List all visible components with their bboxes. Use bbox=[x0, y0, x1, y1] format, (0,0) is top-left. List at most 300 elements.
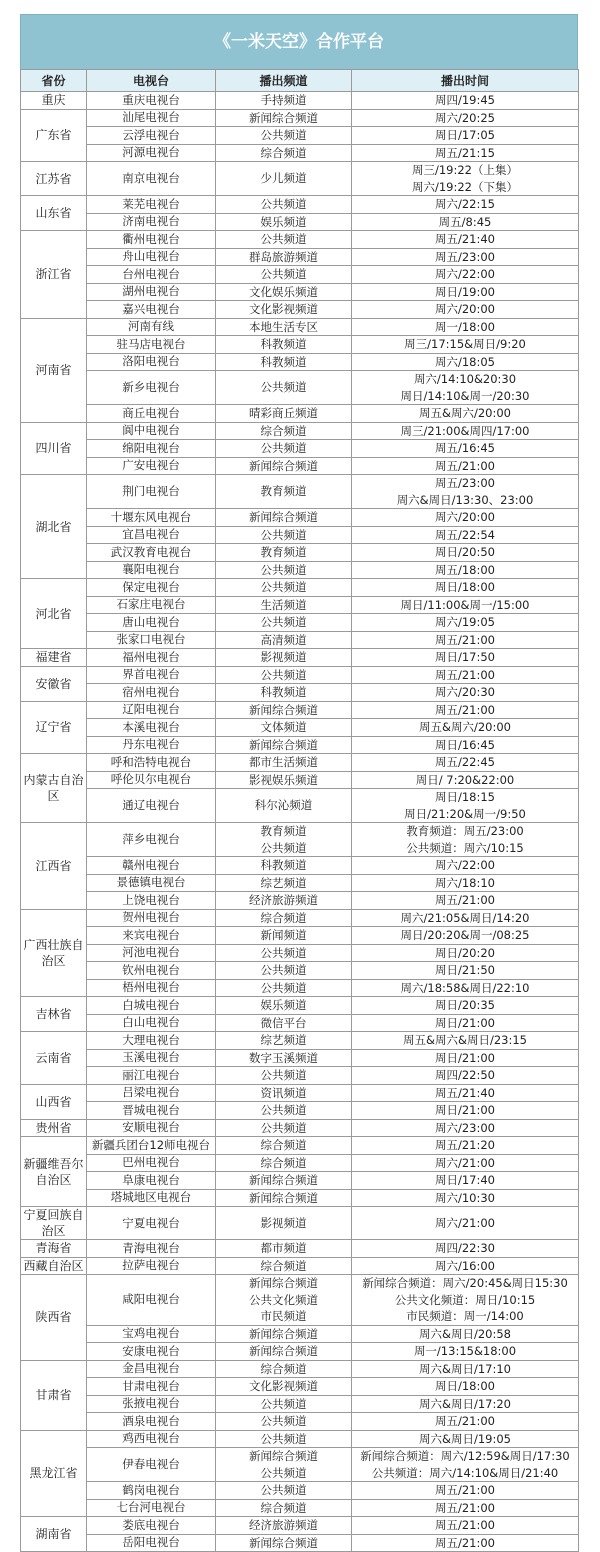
time-line: 周五/21:00 bbox=[434, 893, 495, 907]
channel-line: 新闻综合频道 bbox=[249, 1173, 318, 1187]
channel-line: 公共频道 bbox=[260, 1431, 307, 1446]
station-cell: 拉萨电视台 bbox=[87, 1257, 216, 1275]
time-line: 市民频道：周一/14:00 bbox=[406, 1309, 524, 1323]
station-cell: 洛阳电视台 bbox=[87, 353, 216, 371]
channel-cell bbox=[216, 1189, 352, 1207]
station-cell: 河源电视台 bbox=[87, 144, 216, 162]
channel-line: 群岛旅游频道 bbox=[249, 249, 318, 264]
time-cell bbox=[352, 526, 579, 544]
province-cell: 广西壮族自治区 bbox=[21, 909, 87, 997]
station-cell: 来宾电视台 bbox=[87, 927, 216, 945]
time-cell bbox=[352, 736, 579, 754]
channel-cell bbox=[216, 1032, 352, 1050]
time-line: 周五/21:00 bbox=[434, 1483, 495, 1497]
channel-cell bbox=[216, 301, 352, 319]
channel-cell bbox=[216, 789, 352, 823]
time-line: 周五/16:45 bbox=[434, 441, 495, 455]
time-cell bbox=[352, 1378, 579, 1396]
channel-cell bbox=[216, 1207, 352, 1240]
time-line: 周六/23:00 bbox=[434, 1120, 495, 1135]
channel-cell bbox=[216, 927, 352, 945]
page-title: 《一米天空》合作平台 bbox=[20, 14, 578, 69]
channel-line: 综合频道 bbox=[260, 910, 307, 925]
time-line: 周三/21:00&周四/17:00 bbox=[400, 423, 530, 438]
time-line: 周五/21:00 bbox=[434, 1535, 495, 1550]
channel-line: 资讯频道 bbox=[260, 1085, 307, 1100]
channel-line: 公共频道 bbox=[260, 232, 307, 246]
channel-line: 都市生活频道 bbox=[249, 755, 318, 769]
time-cell bbox=[352, 997, 579, 1015]
channel-line: 公共频道 bbox=[260, 963, 307, 977]
station-cell: 上饶电视台 bbox=[87, 892, 216, 910]
channel-cell bbox=[216, 1119, 352, 1137]
station-cell: 七台河电视台 bbox=[87, 1499, 216, 1517]
station-cell: 福州电视台 bbox=[87, 649, 216, 667]
channel-line: 公共频道 bbox=[260, 1103, 307, 1117]
time-cell bbox=[352, 1240, 579, 1258]
channel-cell bbox=[216, 1534, 352, 1552]
channel-cell bbox=[216, 979, 352, 997]
station-cell: 伊春电视台 bbox=[87, 1448, 216, 1482]
station-cell: 贺州电视台 bbox=[87, 909, 216, 927]
station-cell: 呼和浩特电视台 bbox=[87, 754, 216, 772]
table-row bbox=[21, 719, 579, 737]
time-cell bbox=[352, 109, 579, 127]
channel-line: 公共频道 bbox=[260, 667, 307, 682]
time-line: 周五&周六&周日/23:15 bbox=[403, 1033, 527, 1047]
channel-line: 综合频道 bbox=[260, 1361, 307, 1376]
station-cell: 咸阳电视台 bbox=[87, 1275, 216, 1326]
station-cell: 丽江电视台 bbox=[87, 1067, 216, 1085]
channel-line: 教育频道 bbox=[260, 545, 307, 559]
time-line: 周五/21:15 bbox=[434, 145, 495, 160]
table-row bbox=[21, 771, 579, 789]
time-cell bbox=[352, 509, 579, 527]
time-line: 周五/21:00 bbox=[434, 1518, 495, 1532]
time-line: 周四/22:50 bbox=[434, 1068, 495, 1082]
channel-cell bbox=[216, 1482, 352, 1500]
time-cell bbox=[352, 422, 579, 440]
channel-cell bbox=[216, 371, 352, 405]
channel-line: 综艺频道 bbox=[260, 875, 307, 890]
table-row bbox=[21, 1207, 579, 1240]
time-line: 周日/16:45 bbox=[434, 737, 495, 752]
channel-line: 公共频道 bbox=[260, 267, 307, 281]
station-cell: 鸡西电视台 bbox=[87, 1430, 216, 1448]
table-row bbox=[21, 1378, 579, 1396]
channel-line: 公共频道 bbox=[260, 1414, 307, 1428]
channel-cell bbox=[216, 213, 352, 231]
table-row bbox=[21, 1275, 579, 1326]
time-cell bbox=[352, 823, 579, 857]
table-row bbox=[21, 666, 579, 684]
time-line: 周日/18:00 bbox=[434, 580, 495, 594]
channel-line: 公共频道 bbox=[260, 1396, 307, 1411]
channel-cell bbox=[216, 509, 352, 527]
table-row bbox=[21, 1102, 579, 1120]
channel-line: 科教频道 bbox=[260, 354, 307, 369]
time-line: 周五&周六/20:00 bbox=[419, 720, 511, 734]
time-line: 周日/21:00 bbox=[434, 1050, 495, 1065]
channel-cell bbox=[216, 579, 352, 597]
province-cell: 内蒙古自治区 bbox=[21, 754, 87, 823]
station-cell: 河池电视台 bbox=[87, 944, 216, 962]
table-row bbox=[21, 561, 579, 579]
channel-cell bbox=[216, 266, 352, 284]
channel-line: 公共频道 bbox=[260, 980, 307, 995]
time-cell bbox=[352, 684, 579, 702]
province-cell: 江西省 bbox=[21, 823, 87, 910]
time-line: 周日/18:00 bbox=[434, 1379, 495, 1393]
table-row bbox=[21, 1517, 579, 1535]
station-cell: 晋城电视台 bbox=[87, 1102, 216, 1120]
time-cell bbox=[352, 631, 579, 649]
time-line: 周五/21:40 bbox=[434, 1085, 495, 1100]
channel-line: 娱乐频道 bbox=[260, 998, 307, 1012]
province-cell: 安徽省 bbox=[21, 666, 87, 701]
table-row bbox=[21, 196, 579, 214]
schedule-table bbox=[20, 69, 579, 1552]
station-cell: 重庆电视台 bbox=[87, 92, 216, 110]
channel-cell bbox=[216, 336, 352, 354]
channel-cell bbox=[216, 997, 352, 1015]
station-cell: 嘉兴电视台 bbox=[87, 301, 216, 319]
channel-cell bbox=[216, 754, 352, 772]
time-cell bbox=[352, 353, 579, 371]
table-row bbox=[21, 614, 579, 632]
channel-line: 公共频道 bbox=[260, 580, 307, 594]
channel-cell bbox=[216, 109, 352, 127]
table-row bbox=[21, 248, 579, 266]
channel-line: 教育频道 bbox=[260, 824, 307, 838]
time-cell bbox=[352, 944, 579, 962]
table-row bbox=[21, 405, 579, 423]
time-line: 周日/20:20 bbox=[434, 945, 495, 960]
station-cell: 保定电视台 bbox=[87, 579, 216, 597]
time-line: 周五/18:00 bbox=[434, 562, 495, 577]
time-cell bbox=[352, 371, 579, 405]
time-line: 周日/18:15 bbox=[434, 790, 495, 804]
channel-line: 新闻综合频道 bbox=[249, 458, 318, 473]
station-cell: 白山电视台 bbox=[87, 1014, 216, 1032]
channel-line: 少儿频道 bbox=[260, 171, 307, 186]
table-row bbox=[21, 1137, 579, 1155]
table-row bbox=[21, 892, 579, 910]
station-cell: 绵阳电视台 bbox=[87, 440, 216, 458]
time-line: 周日/14:10&周一/20:30 bbox=[400, 388, 530, 403]
station-cell: 莱芜电视台 bbox=[87, 196, 216, 214]
time-cell bbox=[352, 475, 579, 509]
station-cell: 大理电视台 bbox=[87, 1032, 216, 1050]
station-cell: 阜康电视台 bbox=[87, 1172, 216, 1190]
time-cell bbox=[352, 666, 579, 684]
channel-cell bbox=[216, 1275, 352, 1326]
time-line: 周六/18:05 bbox=[434, 354, 495, 369]
station-cell: 新疆兵团台12师电视台 bbox=[87, 1137, 216, 1155]
station-cell: 驻马店电视台 bbox=[87, 336, 216, 354]
time-cell bbox=[352, 127, 579, 145]
time-line: 周日/ 7:20&22:00 bbox=[415, 772, 515, 787]
time-cell bbox=[352, 440, 579, 458]
table-row bbox=[21, 997, 579, 1015]
channel-line: 生活频道 bbox=[260, 597, 307, 612]
time-line: 周三/17:15&周日/9:20 bbox=[404, 337, 526, 351]
channel-cell bbox=[216, 649, 352, 667]
table-row bbox=[21, 109, 579, 127]
time-line: 周六/21:05&周日/14:20 bbox=[400, 910, 530, 925]
station-cell: 通辽电视台 bbox=[87, 789, 216, 823]
channel-line: 综艺频道 bbox=[260, 1033, 307, 1047]
channel-cell bbox=[216, 1172, 352, 1190]
table-row bbox=[21, 336, 579, 354]
time-cell bbox=[352, 248, 579, 266]
time-cell bbox=[352, 196, 579, 214]
time-line: 周五/21:00 bbox=[434, 632, 495, 647]
time-line: 周日/21:00 bbox=[434, 1015, 495, 1030]
time-cell bbox=[352, 1172, 579, 1190]
channel-line: 新闻综合频道 bbox=[249, 1276, 318, 1290]
station-cell: 湖州电视台 bbox=[87, 283, 216, 301]
time-line: 周四/19:45 bbox=[434, 93, 495, 107]
time-line: 周五/22:45 bbox=[434, 755, 495, 769]
channel-line: 都市频道 bbox=[260, 1241, 307, 1255]
time-cell bbox=[352, 213, 579, 231]
channel-cell bbox=[216, 231, 352, 249]
time-line: 新闻综合频道：周六/12:59&周日/17:30 bbox=[360, 1449, 570, 1463]
time-cell bbox=[352, 1049, 579, 1067]
time-cell bbox=[352, 144, 579, 162]
time-line: 周五/23:00 bbox=[434, 249, 495, 264]
channel-cell bbox=[216, 823, 352, 857]
time-line: 周六&周日/13:30、23:00 bbox=[396, 492, 534, 507]
table-row bbox=[21, 318, 579, 336]
table-header-row bbox=[21, 70, 579, 92]
channel-cell bbox=[216, 719, 352, 737]
channel-line: 综合频道 bbox=[260, 1500, 307, 1515]
station-cell: 台州电视台 bbox=[87, 266, 216, 284]
station-cell: 安康电视台 bbox=[87, 1343, 216, 1361]
province-cell: 山西省 bbox=[21, 1084, 87, 1119]
time-cell bbox=[352, 909, 579, 927]
table-row bbox=[21, 1257, 579, 1275]
channel-line: 影视娱乐频道 bbox=[249, 772, 318, 787]
channel-line: 公共频道 bbox=[260, 1068, 307, 1082]
channel-line: 新闻频道 bbox=[260, 928, 307, 942]
table-row bbox=[21, 909, 579, 927]
time-line: 周六&周日/17:20 bbox=[419, 1396, 511, 1411]
channel-line: 综合频道 bbox=[260, 145, 307, 160]
time-line: 周日/20:50 bbox=[434, 545, 495, 559]
channel-cell bbox=[216, 874, 352, 892]
channel-cell bbox=[216, 127, 352, 145]
table-row bbox=[21, 231, 579, 249]
channel-cell bbox=[216, 162, 352, 196]
time-cell bbox=[352, 1448, 579, 1482]
time-line: 公共文化频道：周日/10:15 bbox=[394, 1292, 536, 1307]
province-cell: 辽宁省 bbox=[21, 701, 87, 754]
channel-line: 高清频道 bbox=[260, 632, 307, 647]
time-line: 周六&周日/17:10 bbox=[419, 1361, 511, 1376]
channel-line: 综合频道 bbox=[260, 1138, 307, 1152]
channel-line: 公共文化频道 bbox=[249, 1292, 318, 1307]
channel-cell bbox=[216, 475, 352, 509]
province-cell: 云南省 bbox=[21, 1032, 87, 1085]
time-cell bbox=[352, 1499, 579, 1517]
station-cell: 酒泉电视台 bbox=[87, 1413, 216, 1431]
time-cell bbox=[352, 771, 579, 789]
table-row bbox=[21, 1448, 579, 1482]
channel-cell bbox=[216, 1430, 352, 1448]
channel-line: 综合频道 bbox=[260, 423, 307, 438]
table-row bbox=[21, 371, 579, 405]
channel-cell bbox=[216, 440, 352, 458]
channel-line: 公共频道 bbox=[260, 197, 307, 211]
station-cell: 宿州电视台 bbox=[87, 684, 216, 702]
channel-line: 新闻综合频道 bbox=[249, 110, 318, 125]
time-line: 周日/19:00 bbox=[434, 284, 495, 299]
station-cell: 岳阳电视台 bbox=[87, 1534, 216, 1552]
time-line: 周六/18:10 bbox=[434, 875, 495, 890]
time-line: 周六/21:00 bbox=[434, 1215, 495, 1230]
channel-cell bbox=[216, 596, 352, 614]
province-cell: 重庆 bbox=[21, 92, 87, 110]
channel-cell bbox=[216, 318, 352, 336]
table-row bbox=[21, 1049, 579, 1067]
station-cell: 界首电视台 bbox=[87, 666, 216, 684]
channel-line: 公共频道 bbox=[260, 945, 307, 960]
channel-cell bbox=[216, 1395, 352, 1413]
province-cell: 广东省 bbox=[21, 109, 87, 162]
time-cell bbox=[352, 789, 579, 823]
channel-cell bbox=[216, 144, 352, 162]
time-cell bbox=[352, 649, 579, 667]
table-row bbox=[21, 509, 579, 527]
channel-line: 新闻综合频道 bbox=[249, 510, 318, 524]
time-line: 周六/20:30 bbox=[434, 685, 495, 699]
table-row bbox=[21, 962, 579, 980]
province-cell: 河北省 bbox=[21, 579, 87, 649]
time-line: 周五/21:20 bbox=[434, 1138, 495, 1152]
province-cell: 湖北省 bbox=[21, 475, 87, 579]
channel-line: 公共频道 bbox=[260, 1120, 307, 1135]
channel-line: 市民频道 bbox=[260, 1309, 307, 1323]
station-cell: 巴州电视台 bbox=[87, 1154, 216, 1172]
channel-cell bbox=[216, 701, 352, 719]
time-line: 公共频道：周六/10:15 bbox=[406, 840, 524, 855]
time-line: 周五/21:00 bbox=[434, 667, 495, 682]
channel-cell bbox=[216, 684, 352, 702]
channel-cell bbox=[216, 1413, 352, 1431]
channel-line: 公共频道 bbox=[260, 615, 307, 629]
time-cell bbox=[352, 266, 579, 284]
station-cell: 娄底电视台 bbox=[87, 1517, 216, 1535]
time-cell bbox=[352, 1014, 579, 1032]
header-time: 播出时间 bbox=[352, 70, 579, 92]
channel-line: 公共频道 bbox=[260, 840, 307, 855]
time-cell bbox=[352, 1137, 579, 1155]
time-cell bbox=[352, 1207, 579, 1240]
channel-cell bbox=[216, 1154, 352, 1172]
time-line: 周日/17:05 bbox=[434, 128, 495, 142]
channel-cell bbox=[216, 962, 352, 980]
channel-line: 教育频道 bbox=[260, 484, 307, 499]
time-line: 周五/21:00 bbox=[434, 1500, 495, 1515]
channel-line: 文化影视频道 bbox=[249, 1379, 318, 1393]
time-line: 周日/17:50 bbox=[434, 650, 495, 664]
table-row bbox=[21, 874, 579, 892]
time-cell bbox=[352, 231, 579, 249]
channel-line: 影视频道 bbox=[260, 1215, 307, 1230]
channel-line: 科教频道 bbox=[260, 858, 307, 872]
channel-cell bbox=[216, 1378, 352, 1396]
station-cell: 广安电视台 bbox=[87, 457, 216, 475]
table-row bbox=[21, 1360, 579, 1378]
time-cell bbox=[352, 1119, 579, 1137]
table-row bbox=[21, 1067, 579, 1085]
province-cell: 西藏自治区 bbox=[21, 1257, 87, 1275]
station-cell: 梧州电视台 bbox=[87, 979, 216, 997]
table-row bbox=[21, 1172, 579, 1190]
station-cell: 南京电视台 bbox=[87, 162, 216, 196]
table-row bbox=[21, 1482, 579, 1500]
table-row bbox=[21, 353, 579, 371]
channel-cell bbox=[216, 1499, 352, 1517]
channel-line: 手持频道 bbox=[260, 93, 307, 107]
channel-cell bbox=[216, 1102, 352, 1120]
table-row bbox=[21, 1032, 579, 1050]
time-line: 周日/20:20&周一/08:25 bbox=[400, 928, 530, 942]
station-cell: 白城电视台 bbox=[87, 997, 216, 1015]
table-row bbox=[21, 701, 579, 719]
channel-cell bbox=[216, 422, 352, 440]
channel-cell bbox=[216, 1067, 352, 1085]
time-line: 周六/16:00 bbox=[434, 1258, 495, 1273]
time-line: 周六&周日/19:05 bbox=[419, 1431, 511, 1446]
channel-line: 新闻综合频道 bbox=[249, 1449, 318, 1463]
time-cell bbox=[352, 1343, 579, 1361]
channel-line: 新闻综合频道 bbox=[249, 1190, 318, 1205]
station-cell: 张家口电视台 bbox=[87, 631, 216, 649]
table-row bbox=[21, 579, 579, 597]
channel-line: 科教频道 bbox=[260, 685, 307, 699]
table-row bbox=[21, 736, 579, 754]
table-row bbox=[21, 1534, 579, 1552]
channel-line: 科教频道 bbox=[260, 337, 307, 351]
time-line: 公共频道：周六/14:10&周日/21:40 bbox=[371, 1465, 559, 1480]
header-station: 电视台 bbox=[87, 70, 216, 92]
time-line: 周一/13:15&18:00 bbox=[413, 1344, 517, 1358]
province-cell: 陕西省 bbox=[21, 1275, 87, 1361]
time-cell bbox=[352, 92, 579, 110]
time-cell bbox=[352, 405, 579, 423]
channel-cell bbox=[216, 457, 352, 475]
channel-line: 公共频道 bbox=[260, 1483, 307, 1497]
time-cell bbox=[352, 962, 579, 980]
station-cell: 襄阳电视台 bbox=[87, 561, 216, 579]
table-row bbox=[21, 544, 579, 562]
channel-cell bbox=[216, 1084, 352, 1102]
table-row bbox=[21, 213, 579, 231]
time-line: 周一/18:00 bbox=[434, 319, 495, 334]
channel-cell bbox=[216, 1343, 352, 1361]
time-line: 周五/21:00 bbox=[434, 458, 495, 473]
time-cell bbox=[352, 857, 579, 875]
channel-cell bbox=[216, 1360, 352, 1378]
channel-line: 公共频道 bbox=[260, 380, 307, 395]
table-row bbox=[21, 1084, 579, 1102]
channel-cell bbox=[216, 892, 352, 910]
table-row bbox=[21, 1325, 579, 1343]
